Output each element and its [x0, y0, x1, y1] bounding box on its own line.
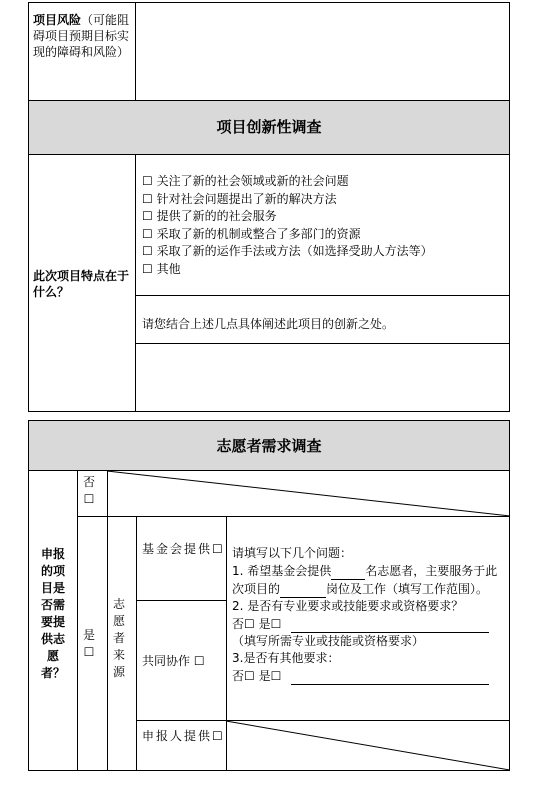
innovation-header: 项目创新性调查	[216, 118, 322, 136]
question-2-requirement-line[interactable]	[291, 615, 489, 633]
question-2: 2. 是否有专业要求或技能要求或资格要求？	[232, 599, 464, 613]
innovation-option-2[interactable]: ☐ 针对社会问题提出了新的解决方法	[142, 191, 337, 206]
innovation-question: 此次项目特点在于什么？	[33, 269, 130, 299]
question-2-answer[interactable]: 否☐ 是☐	[232, 617, 282, 631]
question-1-c: 岗位及工作（填写工作范围）。	[326, 582, 489, 596]
question-3-answer[interactable]: 否☐ 是☐	[232, 669, 282, 683]
question-3-answer-row	[232, 667, 507, 685]
volunteer-question: 申报的项目是否需要提供志愿者？	[40, 547, 65, 680]
innovation-options	[142, 173, 502, 278]
volunteer-no[interactable]: 否☐	[82, 475, 95, 506]
risk-label-bold: 项目风险	[33, 13, 82, 27]
risk-label-rest: （可能阻碍项目预期目标实现的障碍和风险）	[33, 13, 130, 59]
innovation-option-5[interactable]: ☐ 采取了新的运作手法或方法（如选择受助人方法等）	[142, 244, 433, 258]
question-3: 3.是否有其他要求：	[232, 651, 340, 665]
applicant-provide-option[interactable]: 申报人提供☐	[142, 729, 225, 743]
volunteer-header: 志愿者需求调查	[216, 437, 322, 455]
questions-intro: 请填写以下几个问题：	[232, 546, 353, 560]
question-1-a: 1. 希望基金会提供	[232, 564, 332, 578]
innovation-prompt: 请您结合上述几点具体阐述此项目的创新之处。	[142, 317, 395, 331]
innovation-option-4[interactable]: ☐ 采取了新的机制或整合了多部门的资源	[142, 226, 361, 241]
joint-cooperation-option[interactable]: 共同协作 ☐	[142, 654, 205, 668]
risk-answer-cell[interactable]	[136, 2, 508, 99]
risk-label	[33, 12, 133, 60]
question-1	[232, 562, 507, 598]
volunteer-count-blank[interactable]	[331, 562, 365, 580]
innovation-answer-cell[interactable]	[136, 344, 508, 411]
question-2-answer-row	[232, 615, 507, 633]
foundation-provide-option[interactable]: 基金会提供☐	[142, 542, 225, 556]
question-2-note: （填写所需专业或技能或资格要求）	[232, 634, 425, 648]
innovation-option-1[interactable]: ☐ 关注了新的社会领域或新的社会问题	[142, 174, 349, 188]
innovation-option-3[interactable]: ☐ 提供了新的的社会服务	[142, 209, 277, 223]
question-3-other-line[interactable]	[291, 667, 489, 685]
volunteer-yes[interactable]: 是☐	[82, 628, 95, 659]
question-1-b: 名志愿者，主要服务于此次项目的	[232, 564, 498, 596]
volunteer-questions	[232, 545, 507, 685]
position-blank[interactable]	[280, 580, 326, 598]
volunteer-source-label: 志愿者来源	[112, 597, 125, 679]
innovation-option-6[interactable]: ☐ 其他	[142, 261, 181, 276]
